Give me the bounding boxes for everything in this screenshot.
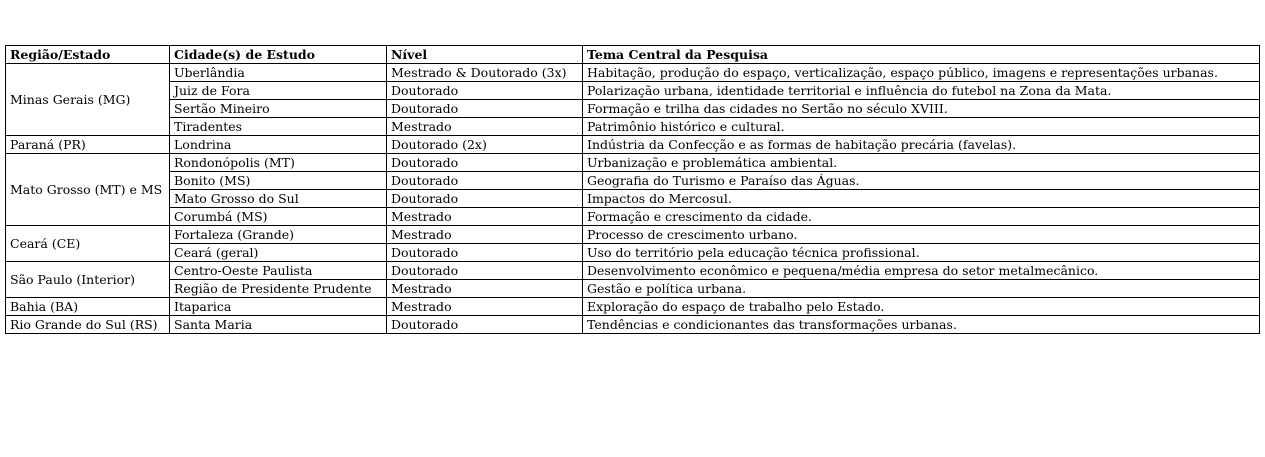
city-cell: Bonito (MS) <box>170 172 387 190</box>
city-cell: Tiradentes <box>170 118 387 136</box>
header-region: Região/Estado <box>6 46 170 64</box>
level-cell: Doutorado <box>387 190 583 208</box>
city-cell: Juiz de Fora <box>170 82 387 100</box>
theme-cell: Habitação, produção do espaço, verticalização, espaço público, imagens e representações urbanas. <box>583 64 1260 82</box>
theme-cell: Tendências e condicionantes das transformações urbanas. <box>583 316 1260 334</box>
table-row <box>6 262 1260 280</box>
theme-cell: Uso do território pela educação técnica profissional. <box>583 244 1260 262</box>
region-cell: Paraná (PR) <box>6 136 170 154</box>
city-cell: Centro-Oeste Paulista <box>170 262 387 280</box>
theme-cell: Processo de crescimento urbano. <box>583 226 1260 244</box>
theme-cell: Geografia do Turismo e Paraíso das Águas. <box>583 172 1260 190</box>
theme-cell: Desenvolvimento econômico e pequena/média empresa do setor metalmecânico. <box>583 262 1260 280</box>
theme-cell: Patrimônio histórico e cultural. <box>583 118 1260 136</box>
table-row <box>6 136 1260 154</box>
table-row <box>6 190 1260 208</box>
theme-cell: Gestão e política urbana. <box>583 280 1260 298</box>
city-cell: Itaparica <box>170 298 387 316</box>
table-body <box>6 64 1260 334</box>
city-cell: Corumbá (MS) <box>170 208 387 226</box>
research-table <box>5 45 1260 334</box>
city-cell: Rondonópolis (MT) <box>170 154 387 172</box>
region-cell: Mato Grosso (MT) e MS <box>6 154 170 226</box>
city-cell: Santa Maria <box>170 316 387 334</box>
city-cell: Mato Grosso do Sul <box>170 190 387 208</box>
level-cell: Doutorado (2x) <box>387 136 583 154</box>
level-cell: Doutorado <box>387 154 583 172</box>
level-cell: Mestrado & Doutorado (3x) <box>387 64 583 82</box>
header-level: Nível <box>387 46 583 64</box>
table-row <box>6 82 1260 100</box>
city-cell: Região de Presidente Prudente <box>170 280 387 298</box>
theme-cell: Polarização urbana, identidade territorial e influência do futebol na Zona da Mata. <box>583 82 1260 100</box>
table-row <box>6 64 1260 82</box>
level-cell: Doutorado <box>387 262 583 280</box>
city-cell: Fortaleza (Grande) <box>170 226 387 244</box>
level-cell: Mestrado <box>387 226 583 244</box>
level-cell: Doutorado <box>387 82 583 100</box>
region-cell: São Paulo (Interior) <box>6 262 170 298</box>
level-cell: Doutorado <box>387 316 583 334</box>
level-cell: Doutorado <box>387 100 583 118</box>
table-row <box>6 208 1260 226</box>
city-cell: Ceará (geral) <box>170 244 387 262</box>
theme-cell: Impactos do Mercosul. <box>583 190 1260 208</box>
table-row <box>6 172 1260 190</box>
level-cell: Mestrado <box>387 208 583 226</box>
header-theme: Tema Central da Pesquisa <box>583 46 1260 64</box>
table-row <box>6 100 1260 118</box>
table-row <box>6 154 1260 172</box>
level-cell: Doutorado <box>387 244 583 262</box>
theme-cell: Formação e trilha das cidades no Sertão no século XVIII. <box>583 100 1260 118</box>
region-cell: Minas Gerais (MG) <box>6 64 170 136</box>
table-row <box>6 244 1260 262</box>
table-row <box>6 280 1260 298</box>
table-row <box>6 226 1260 244</box>
table-row <box>6 316 1260 334</box>
table-header-row <box>6 46 1260 64</box>
level-cell: Doutorado <box>387 172 583 190</box>
research-table-container <box>5 45 1259 334</box>
level-cell: Mestrado <box>387 118 583 136</box>
region-cell: Ceará (CE) <box>6 226 170 262</box>
region-cell: Bahia (BA) <box>6 298 170 316</box>
city-cell: Sertão Mineiro <box>170 100 387 118</box>
level-cell: Mestrado <box>387 298 583 316</box>
header-city: Cidade(s) de Estudo <box>170 46 387 64</box>
theme-cell: Indústria da Confecção e as formas de habitação precária (favelas). <box>583 136 1260 154</box>
city-cell: Uberlândia <box>170 64 387 82</box>
table-row <box>6 118 1260 136</box>
level-cell: Mestrado <box>387 280 583 298</box>
theme-cell: Formação e crescimento da cidade. <box>583 208 1260 226</box>
theme-cell: Exploração do espaço de trabalho pelo Estado. <box>583 298 1260 316</box>
theme-cell: Urbanização e problemática ambiental. <box>583 154 1260 172</box>
region-cell: Rio Grande do Sul (RS) <box>6 316 170 334</box>
city-cell: Londrina <box>170 136 387 154</box>
table-row <box>6 298 1260 316</box>
